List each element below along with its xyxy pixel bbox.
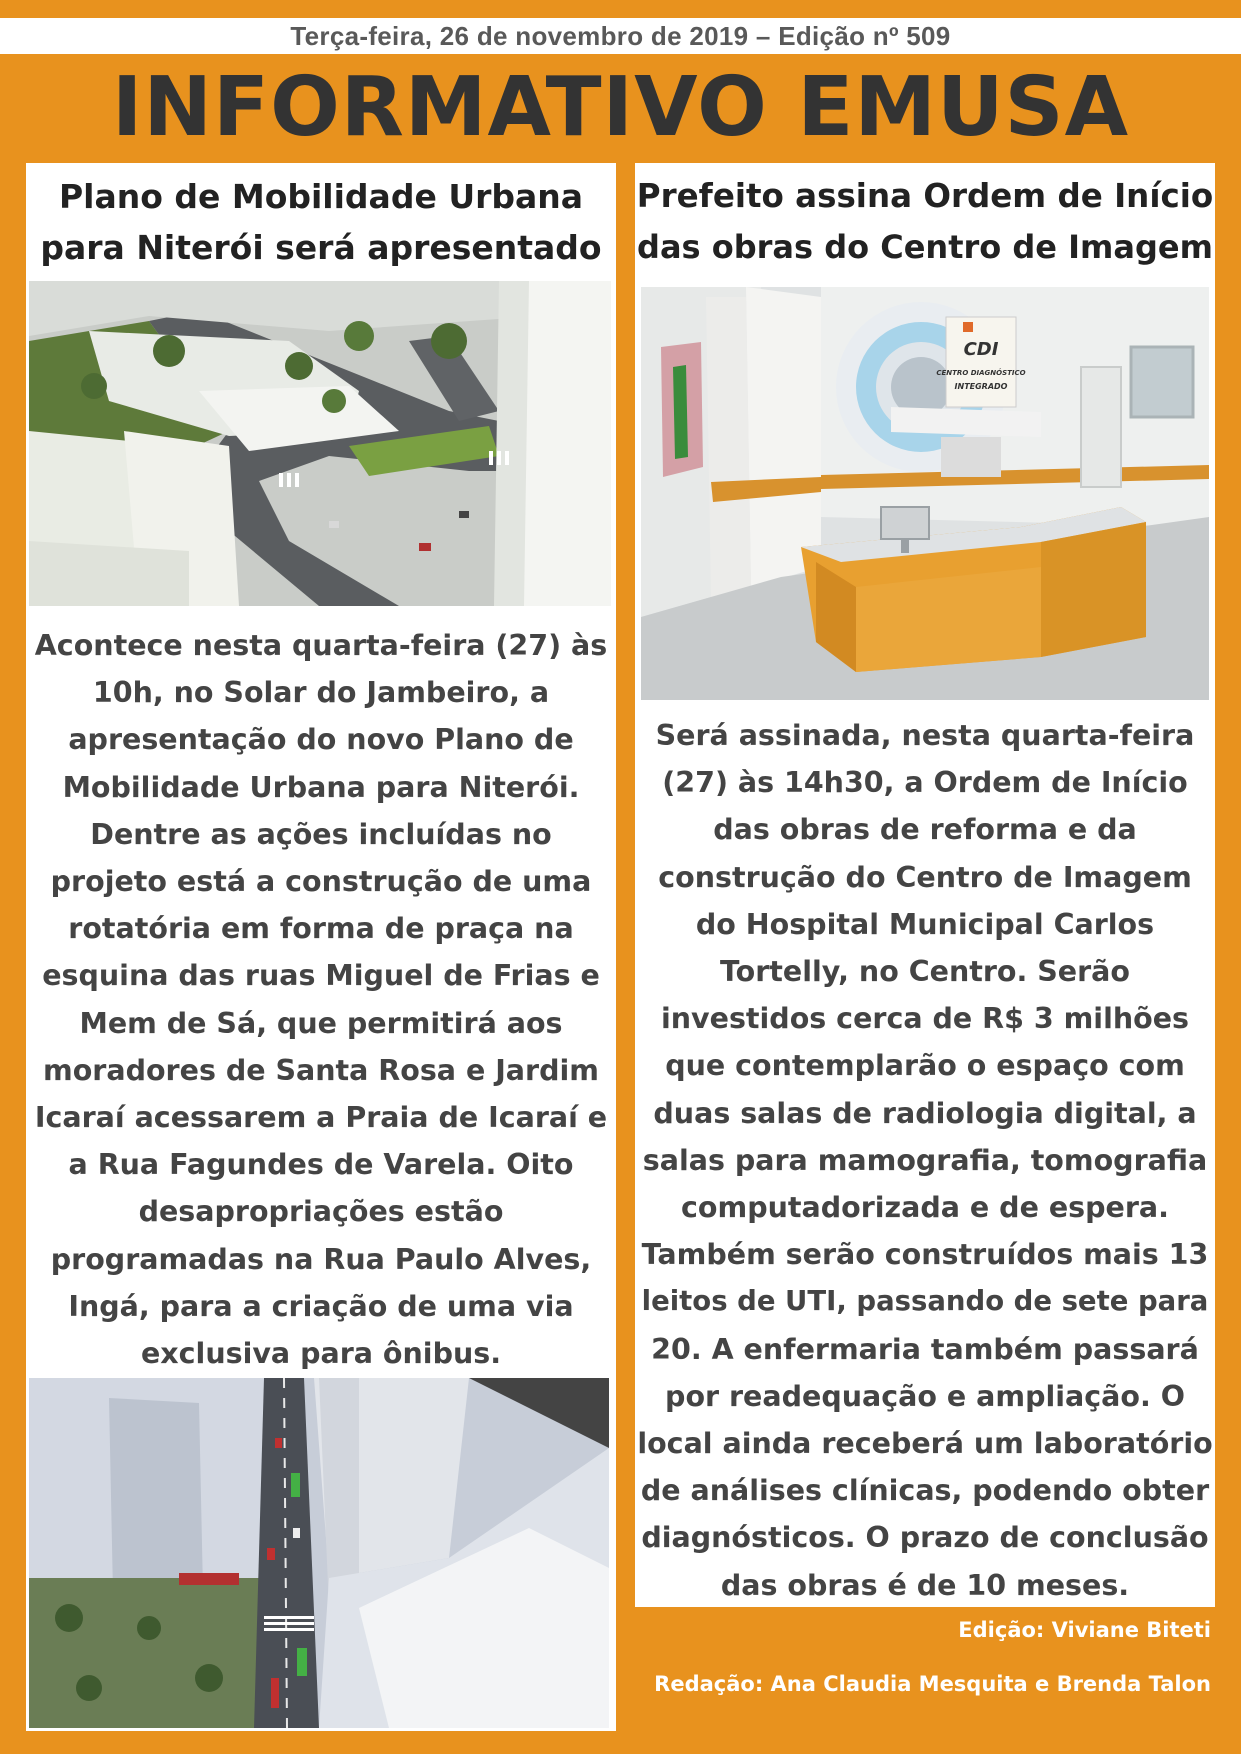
bus-lane-rendering-image xyxy=(29,1378,609,1728)
body-line: Dentre as ações incluídas no xyxy=(90,817,552,851)
left-headline-line: para Niterói será apresentado xyxy=(40,228,602,267)
body-line: 10h, no Solar do Jambeiro, a xyxy=(92,676,550,710)
body-line: desapropriações estão xyxy=(138,1195,504,1229)
right-headline-line: Prefeito assina Ordem de Início xyxy=(636,177,1214,215)
masthead-title: INFORMATIVO EMUSA xyxy=(111,60,1130,155)
body-line: leitos de UTI, passando de sete para xyxy=(641,1285,1209,1318)
body-line: local ainda receberá um laboratório xyxy=(637,1427,1213,1461)
body-line: programadas na Rua Paulo Alves, xyxy=(50,1242,592,1276)
body-line: Mobilidade Urbana para Niterói. xyxy=(62,770,580,804)
body-line: moradores de Santa Rosa e Jardim xyxy=(43,1053,599,1087)
left-headline-line: Plano de Mobilidade Urbana xyxy=(58,177,584,216)
body-line: construção do Centro de Imagem xyxy=(658,860,1192,894)
body-line: por readequação e ampliação. O xyxy=(665,1379,1185,1413)
body-line: das obras é de 10 meses. xyxy=(720,1568,1130,1602)
sign-line-text: INTEGRADO xyxy=(954,382,1008,391)
body-line: salas para mamografia, tomografia xyxy=(642,1143,1208,1177)
body-line: Tortelly, no Centro. Serão xyxy=(720,955,1130,989)
body-line: Acontece nesta quarta-feira (27) às xyxy=(34,629,608,662)
body-line: computadorizada e de espera. xyxy=(681,1191,1169,1225)
body-line: diagnósticos. O prazo de conclusão xyxy=(641,1521,1209,1555)
body-line: 20. A enfermaria também passará xyxy=(651,1332,1199,1366)
roundabout-rendering-image xyxy=(29,281,611,606)
writers-credit: Redação: Ana Claudia Mesquita e Brenda Talon xyxy=(654,1672,1211,1696)
body-line: Também serão construídos mais 13 xyxy=(641,1238,1209,1272)
body-line: que contemplarão o espaço com xyxy=(665,1049,1185,1083)
body-line: Icaraí acessarem a Praia de Icaraí e xyxy=(34,1101,608,1135)
imaging-center-rendering-image xyxy=(641,287,1209,700)
body-line: duas salas de radiologia digital, a xyxy=(653,1096,1197,1130)
body-line: investidos cerca de R$ 3 milhões xyxy=(660,1002,1189,1036)
left-headline xyxy=(26,171,616,273)
body-line: Ingá, para a criação de uma via xyxy=(68,1289,574,1323)
body-line: Mem de Sá, que permitirá aos xyxy=(79,1006,563,1040)
left-article-body xyxy=(26,622,616,1377)
right-article xyxy=(635,163,1215,1607)
dateline: Terça-feira, 26 de novembro de 2019 – Edição nº 509 xyxy=(0,18,1241,54)
body-line: esquina das ruas Miguel de Frias e xyxy=(42,959,600,993)
body-line: apresentação do novo Plano de xyxy=(68,723,574,757)
right-headline-line: das obras do Centro de Imagem xyxy=(637,228,1213,266)
left-article xyxy=(26,163,616,1731)
body-line: rotatória em forma de praça na xyxy=(68,912,574,946)
sign-line-text: CENTRO DIAGNÓSTICO xyxy=(936,369,1026,377)
body-line: das obras de reforma e da xyxy=(713,813,1137,847)
body-line: projeto está a construção de uma xyxy=(50,865,592,899)
body-line: a Rua Fagundes de Varela. Oito xyxy=(68,1148,574,1182)
body-line: exclusiva para ônibus. xyxy=(140,1337,502,1371)
sign-cdi-text: CDI xyxy=(963,339,999,360)
right-article-body xyxy=(635,712,1215,1609)
body-line: de análises clínicas, podendo obter xyxy=(640,1474,1210,1508)
body-line: do Hospital Municipal Carlos xyxy=(695,907,1155,941)
right-headline xyxy=(635,171,1215,273)
imaging-center-sign xyxy=(936,317,1025,407)
body-line: (27) às 14h30, a Ordem de Início xyxy=(662,766,1188,800)
body-line: Será assinada, nesta quarta-feira xyxy=(655,719,1195,752)
editor-credit: Edição: Viviane Biteti xyxy=(958,1618,1211,1642)
